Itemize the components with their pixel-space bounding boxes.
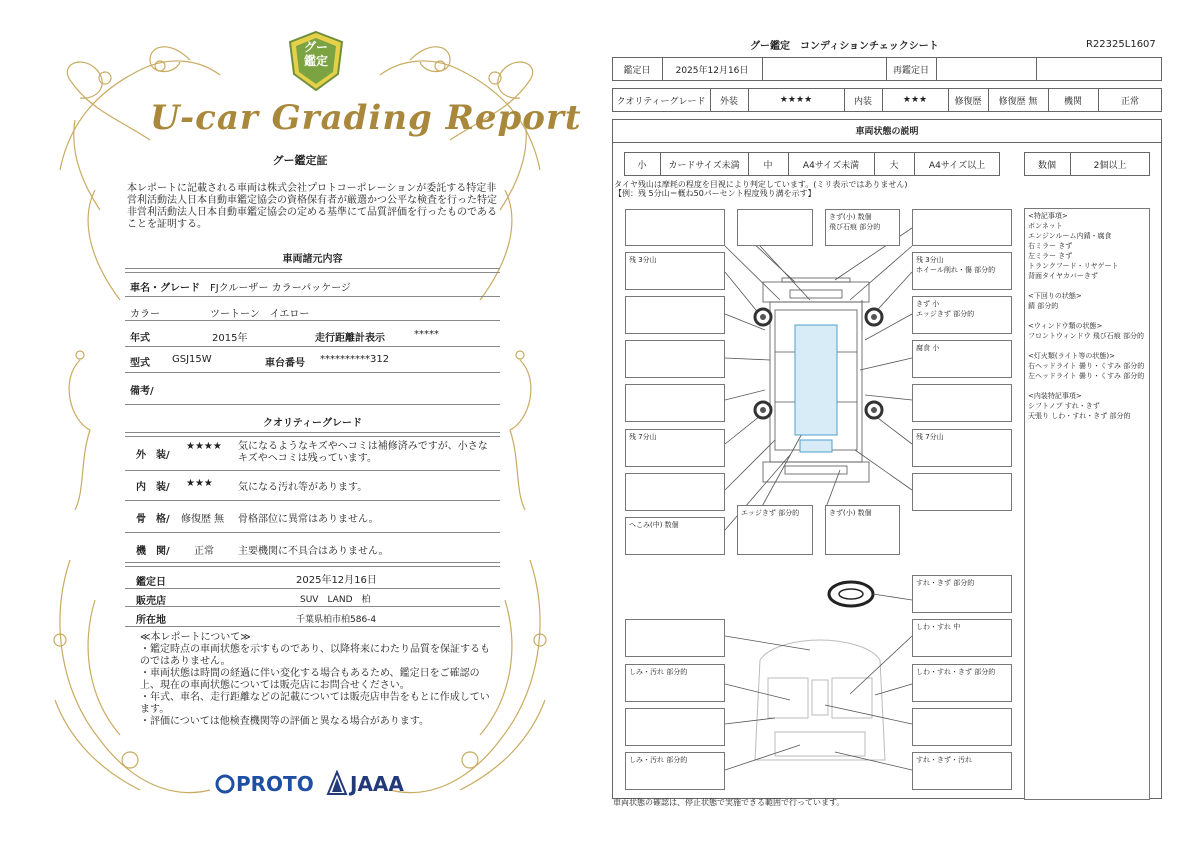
dealer-label: 販売店 [136, 596, 166, 607]
about-report [140, 632, 495, 728]
year-value: 2015年 [212, 333, 248, 344]
note-box [912, 473, 1012, 511]
jaaa-logo: JAAA [350, 772, 404, 796]
chassis-value: **********312 [320, 354, 390, 365]
divider [125, 606, 500, 607]
color-value: ツートーン イエロー [210, 309, 310, 320]
divider [125, 296, 500, 297]
note-box-right-edge [912, 296, 1012, 334]
grade-section-title: クオリティーグレード [263, 418, 362, 429]
model-value: GSJ15W [172, 354, 212, 365]
note-text: 腐食 小 [916, 344, 940, 352]
special-notes-panel [1024, 208, 1150, 800]
divider [125, 532, 500, 533]
exterior-label: 外装 [719, 96, 738, 107]
frame-grade-desc: 骨格部位に異常はありません。 [238, 514, 379, 525]
interior-grade-desc: 気になる汚れ等があります。 [238, 482, 368, 493]
divider [125, 372, 500, 373]
note-box-corrosion [912, 340, 1012, 378]
note-box-rear-right-tire [912, 429, 1012, 467]
note-text: しわ・すれ・きず 部分的 [916, 668, 996, 676]
note-box-seat-stain [625, 664, 725, 702]
about-item: ・鑑定時点の車両状態を示すものであり、以降将来にわたり品質を保証するものではありません。 [140, 644, 490, 667]
note-box [912, 708, 1012, 746]
reinspection-date-label: 再鑑定日 [892, 65, 929, 76]
interior-grade-value: ★★★ [186, 478, 213, 489]
address-label: 所在地 [136, 615, 166, 626]
interior-grade-label: 内 装/ [136, 482, 170, 493]
color-label: カラー [130, 309, 160, 320]
badge-text: グー 鑑定 [303, 40, 328, 68]
note-text: きず(小) 数個 飛び石痕 部分的 [829, 213, 881, 231]
engine-value: 正常 [1120, 96, 1139, 107]
note-box [912, 209, 1012, 246]
model-label: 型式 [130, 358, 150, 369]
note-box-steering [912, 575, 1012, 613]
sheet-id: R22325L1607 [1086, 39, 1156, 50]
divider [125, 470, 500, 471]
note-text: エッジきず 部分的 [741, 509, 800, 517]
inspection-date-label: 鑑定日 [623, 65, 651, 76]
note-box-dent [625, 517, 725, 555]
year-label: 年式 [130, 333, 150, 344]
note-text: すれ・きず・汚れ [916, 756, 972, 764]
sheet-title: グー鑑定 コンディションチェックシート [750, 41, 939, 52]
divider [125, 432, 500, 437]
note-text: きず 小 エッジきず 部分的 [916, 300, 975, 318]
certificate-title: グー鑑定証 [272, 154, 328, 167]
tire-example-note: 【例：残 5分山＝概ね50パーセント程度残り溝を示す】 [614, 189, 816, 198]
jaaa-logo-icon [326, 770, 348, 796]
inspection-date-value: 2025年12月16日 [675, 65, 749, 76]
repair-history-label: 修復歴 [954, 96, 982, 107]
tire-note: タイヤ残山は摩耗の程度を目視により判定しています。(ミリ表示ではありません) [614, 180, 908, 189]
count-label: 数個 [1037, 160, 1056, 171]
divider [125, 588, 500, 589]
engine-grade-label: 機 関/ [136, 546, 170, 557]
dealer-value: SUV LAND 柏 [300, 595, 371, 605]
size-medium: 中 [763, 160, 773, 171]
inspection-date-label: 鑑定日 [136, 577, 166, 588]
note-box [625, 473, 725, 511]
condition-check-sheet [600, 0, 1200, 848]
note-box [625, 619, 725, 657]
note-text: きず(小) 数個 [829, 509, 872, 517]
interior-label: 内装 [853, 96, 872, 107]
note-box [625, 209, 725, 246]
frame-grade-label: 骨 格/ [136, 514, 170, 525]
size-small-desc: カードサイズ未満 [668, 160, 740, 171]
note-box-rear-left-tire [625, 429, 725, 467]
repair-history-value: 修復歴 無 [998, 96, 1038, 107]
note-text: 残 7分山 [629, 433, 657, 441]
car-name-label: 車名・グレード [130, 283, 200, 294]
note-box-front-left-tire [625, 252, 725, 290]
engine-grade-value: 正常 [194, 546, 214, 557]
note-box [737, 209, 813, 246]
note-box [625, 384, 725, 422]
divider [125, 500, 500, 501]
note-box [912, 384, 1012, 422]
note-box-shift-knob [912, 752, 1012, 790]
note-text: しみ・汚れ 部分的 [629, 668, 688, 676]
special-notes-text: <特記事項> ボンネット エンジンルーム内錆・腐食 右ミラー きず 左ミラー きず トランクフード・リヤゲート 背面タイヤカバーきず <下回りの状態> 錆 部分的 <ウィンドウ類の状態> フロントウィンドウ 飛び石痕 部分的 <灯火類(ライト等の状態)> 右ヘッドライト 曇り・くすみ 部分的 左ヘッドライト 曇り・くすみ 部分的 <内装特記事項> シフトノブ すれ・きず 天張り しわ・すれ・きず 部分的 [1028, 212, 1145, 420]
footer-note: 車両状態の確認は、停止状態で実施できる範囲で行っています。 [613, 798, 845, 807]
mileage-label: 走行距離計表示 [315, 333, 385, 344]
car-name-value: FJクルーザー カラーパッケージ [210, 283, 351, 294]
about-item: ・年式、車名、走行距離などの記載については販売店申告をもとに作成しています。 [140, 692, 490, 715]
condition-title: 車両状態の説明 [612, 119, 1162, 143]
exterior-grade-desc: 気になるようなキズやヘコミは補修済みですが、小さなキズやヘコミは残っています。 [238, 441, 488, 464]
note-text: 残 3分山 [629, 256, 657, 264]
proto-logo: PROTO [236, 772, 314, 796]
divider [125, 404, 500, 405]
note-box-front-right-tire [912, 252, 1012, 290]
note-box-rear-seat-stain [625, 752, 725, 790]
note-text: すれ・きず 部分的 [916, 579, 975, 587]
size-large-desc: A4サイズ以上 [928, 160, 986, 171]
quality-grade-label: クオリティーグレード [616, 96, 706, 107]
about-title: ≪本レポートについて≫ [140, 632, 251, 643]
divider [125, 346, 500, 347]
note-box [625, 708, 725, 746]
mileage-value: ***** [414, 329, 439, 340]
size-large: 大 [889, 160, 899, 171]
proto-logo-icon [215, 774, 235, 796]
note-box [625, 296, 725, 334]
certificate-text: 本レポートに記載される車両は株式会社プロトコーポレーションが委託する特定非営利活動法人日本自動車鑑定協会の資格保有者が厳選かつ公平な検査を行った特定非営利活動法人日本自動車鑑定協会の定める基準にて品質評価を行ったものであることを証明する。 [127, 183, 497, 230]
spec-section-title: 車両諸元内容 [282, 254, 343, 265]
note-box-seat-wear [912, 664, 1012, 702]
exterior-grade-value: ★★★★ [186, 441, 222, 452]
note-box-edge-scratch [737, 505, 813, 555]
note-box-ceiling [912, 619, 1012, 657]
size-small: 小 [637, 160, 647, 171]
note-box [625, 340, 725, 378]
report-title: U-car Grading Report [150, 98, 582, 138]
exterior-grade-label: 外 装/ [136, 450, 170, 461]
chassis-label: 車台番号 [265, 358, 305, 369]
note-text: へこみ(中) 数個 [629, 521, 679, 529]
divider [125, 562, 500, 567]
address-value: 千葉県柏市柏586-4 [296, 615, 377, 625]
engine-label: 機関 [1063, 96, 1082, 107]
note-text: しみ・汚れ 部分的 [629, 756, 688, 764]
note-box-top-center [825, 209, 900, 246]
inspection-date-value: 2025年12月16日 [296, 575, 377, 586]
note-text: しわ・すれ 中 [916, 623, 961, 631]
divider [125, 268, 500, 273]
divider [125, 320, 500, 321]
about-item: ・評価については他検査機関等の評価と異なる場合があります。 [140, 716, 429, 727]
about-item: ・車両状態は時間の経過に伴い変化する場合もあるため、鑑定日をご確認の上、現在の車両状態については販売店にお問合せください。 [140, 668, 480, 691]
exterior-value: ★★★★ [779, 95, 813, 105]
remarks-label: 備考/ [130, 386, 154, 397]
frame-grade-value: 修復歴 無 [181, 514, 225, 525]
note-box-small-scratch [825, 505, 900, 555]
count-desc: 2個以上 [1093, 160, 1127, 171]
note-text: 残 3分山 ホイール削れ・傷 部分的 [916, 256, 996, 274]
size-medium-desc: A4サイズ未満 [802, 160, 860, 171]
divider [125, 626, 500, 627]
note-text: 残 7分山 [916, 433, 944, 441]
interior-value: ★★★ [902, 95, 928, 105]
engine-grade-desc: 主要機関に不具合はありません。 [238, 546, 389, 557]
